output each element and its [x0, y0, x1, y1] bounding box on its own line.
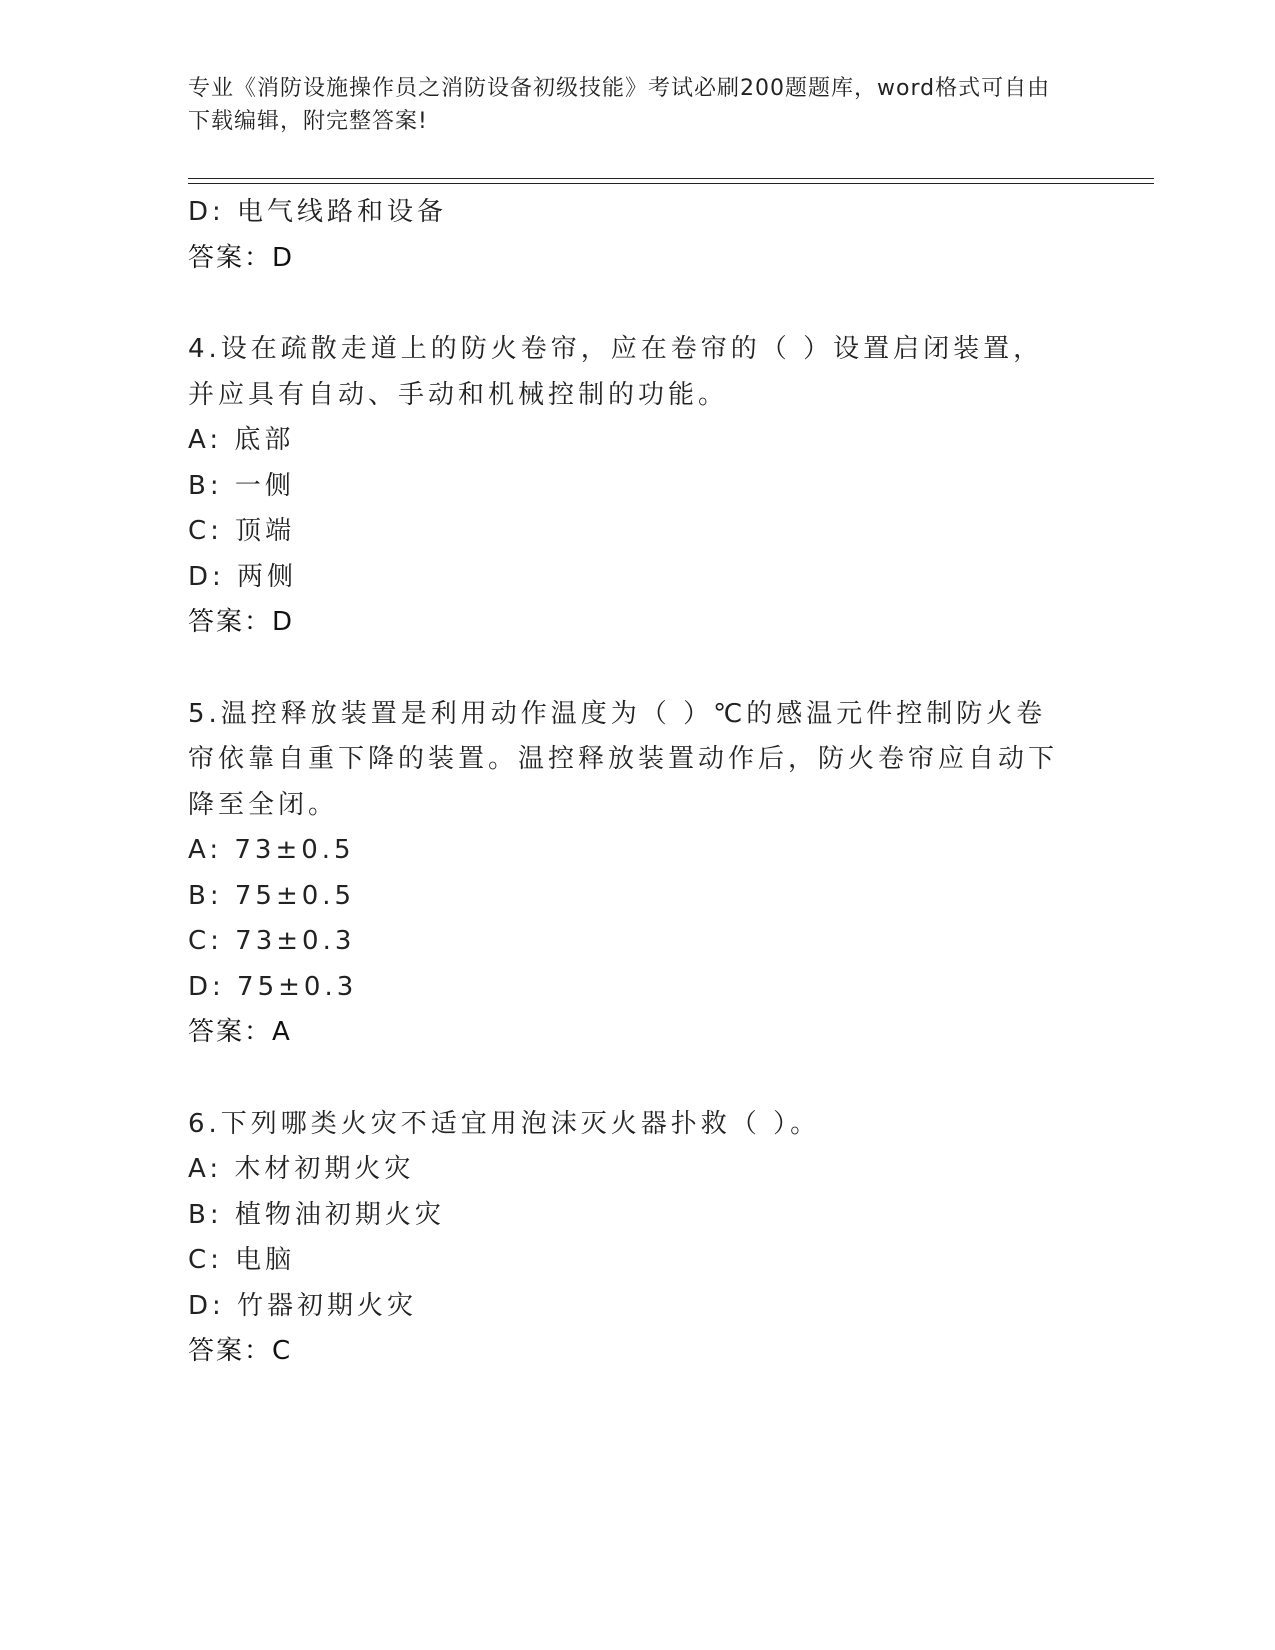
- answer-label: 答案：A: [188, 1017, 292, 1047]
- option-d: D: 75±0.3: [188, 971, 358, 1002]
- header-rule-top: [188, 178, 1154, 179]
- option-a: A: 73±0.5: [188, 835, 355, 865]
- option-a: A: 木材初期火灾: [188, 1154, 415, 1184]
- option-d: D: 两侧: [188, 561, 298, 592]
- question-6: [188, 1102, 1068, 1375]
- spacer: [188, 1056, 1068, 1102]
- question-5: [188, 692, 1068, 1056]
- option-b: B: 一侧: [188, 470, 295, 501]
- question-stem: 5.温控释放装置是利用动作温度为（ ）℃的感温元件控制防火卷帘依靠自重下降的装置。温控释放装置动作后，防火卷帘应自动下降至全闭。: [188, 698, 1059, 820]
- spacer: [188, 646, 1068, 692]
- answer-label: 答案：C: [188, 1336, 293, 1366]
- option-c: C: 73±0.3: [188, 926, 356, 956]
- answer-label: 答案：D: [188, 242, 295, 273]
- answer-label: 答案：D: [188, 607, 295, 637]
- header-rule-bottom: [188, 183, 1154, 184]
- option-b: B: 植物油初期火灾: [188, 1199, 445, 1230]
- option-d: D: 竹器初期火灾: [188, 1290, 418, 1321]
- document-body: [188, 190, 1068, 1375]
- option-c: C: 顶端: [188, 516, 296, 546]
- question-3-tail: [188, 190, 1068, 281]
- question-stem: 6.下列哪类火灾不适宜用泡沫灭火器扑救（ ）。: [188, 1108, 821, 1139]
- question-stem: 4.设在疏散走道上的防火卷帘，应在卷帘的（ ）设置启闭装置，并应具有自动、手动和机械控制的功能。: [188, 334, 1044, 410]
- spacer: [188, 281, 1068, 327]
- option-a: A: 底部: [188, 425, 295, 455]
- question-4: [188, 327, 1068, 646]
- option-b: B: 75±0.5: [188, 880, 356, 911]
- document-header: 专业《消防设施操作员之消防设备初级技能》考试必刷200题题库，word格式可自由下载编辑，附完整答案!: [188, 76, 1051, 134]
- option-d: D: 电气线路和设备: [188, 197, 448, 227]
- option-c: C: 电脑: [188, 1245, 296, 1275]
